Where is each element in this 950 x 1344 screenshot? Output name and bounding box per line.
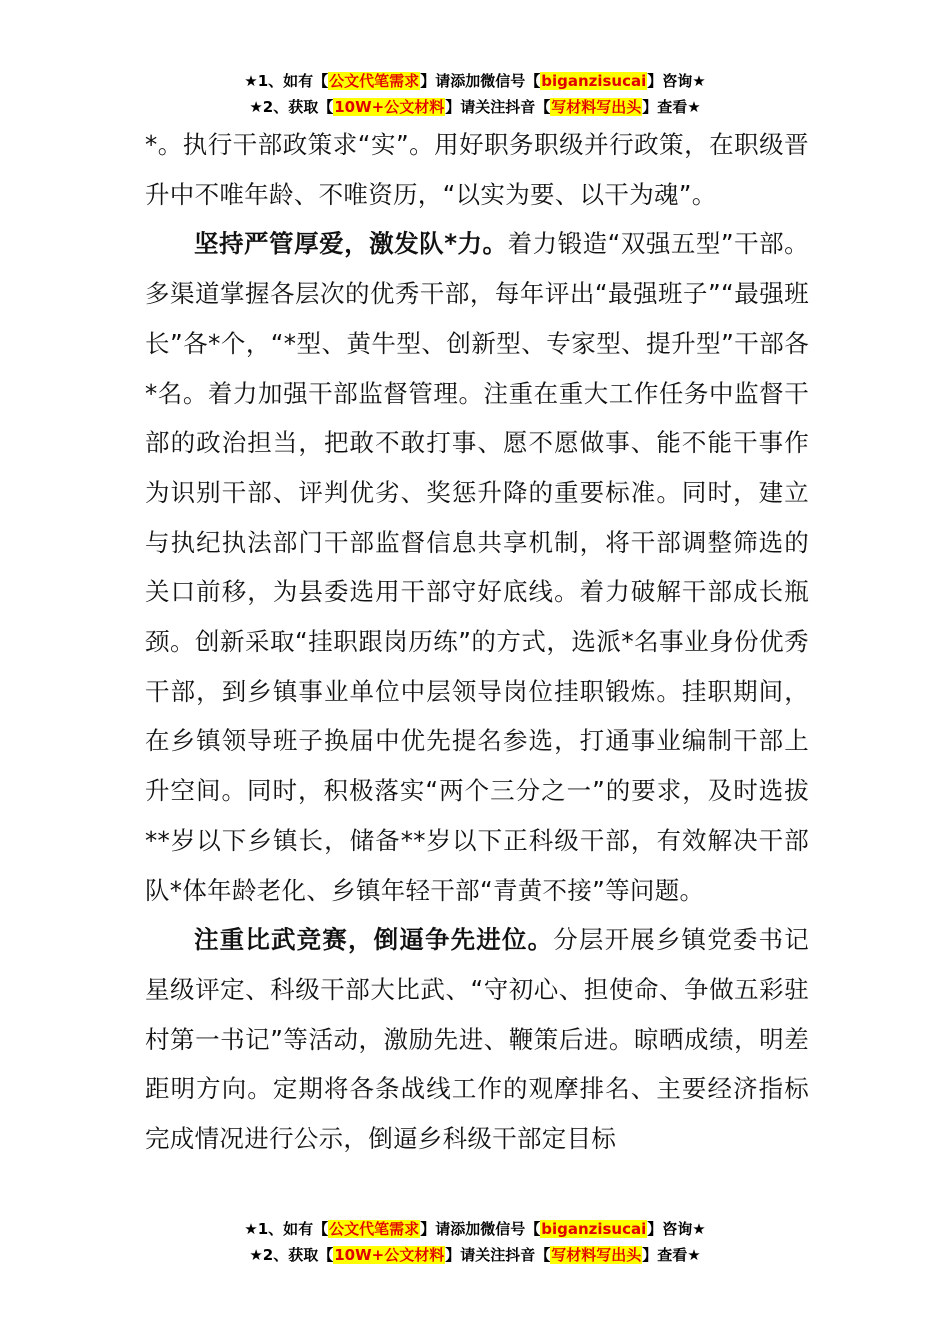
header-line-1-highlight-wechat: biganzisucai: [541, 72, 647, 90]
footer-line-1-middle: 】请添加微信号【: [420, 1220, 541, 1238]
footer-banner: [0, 1216, 950, 1268]
paragraph-2-lead: 坚持严管厚爱，激发队*力。: [194, 229, 508, 259]
paragraph-3-lead: 注重比武竞赛，倒逼争先进位。: [194, 925, 554, 955]
paragraph-1: *。执行干部政策求“实”。用好职务职级并行政策，在职级晋升中不唯年龄、不唯资历，“以实为要、以干为魂”。: [145, 130, 809, 209]
header-line-2: [0, 94, 950, 120]
footer-line-1-suffix: 】咨询★: [647, 1220, 706, 1238]
paragraph-2-text: 着力锻造“双强五型”干部。多渠道掌握各层次的优秀干部，每年评出“最强班子”“最强班长”各*个，“*型、黄牛型、创新型、专家型、提升型”干部各*名。着力加强干部监督管理。注重在重大工作任务中监督干部的政治担当，把敢不敢打事、愿不愿做事、能不能干事作为识别干部、评判优劣、奖惩升降的重要标准。同时，建立与执纪执法部门干部监督信息共享机制，将干部调整筛选的关口前移，为县委选用干部守好底线。着力破解干部成长瓶颈。创新采取“挂职跟岗历练”的方式，选派*名事业身份优秀干部，到乡镇事业单位中层领导岗位挂职锻炼。挂职期间，在乡镇领导班子换届中优先提名参选，打通事业编制干部上升空间。同时，积极落实“两个三分之一”的要求，及时选拔**岁以下乡镇长，储备**岁以下正科级干部，有效解决干部队*体年龄老化、乡镇年轻干部“青黄不接”等问题。: [145, 229, 809, 905]
header-line-2-suffix: 】查看★: [642, 98, 701, 116]
footer-line-1: [0, 1216, 950, 1242]
header-line-2-prefix: ★2、获取【: [249, 98, 334, 116]
footer-line-1-prefix: ★1、如有【: [244, 1220, 329, 1238]
header-banner: [0, 68, 950, 120]
paragraph-3-text: 分层开展乡镇党委书记星级评定、科级干部大比武、“守初心、担使命、争做五彩驻村第一书记”等活动，激励先进、鞭策后进。晾晒成绩，明差距明方向。定期将各条战线工作的观摩排名、主要经济指标完成情况进行公示，倒逼乡科级干部定目标: [145, 925, 809, 1154]
footer-line-2-suffix: 】查看★: [642, 1246, 701, 1264]
header-line-2-middle: 】请关注抖音【: [445, 98, 551, 116]
header-line-1-suffix: 】咨询★: [647, 72, 706, 90]
footer-line-2-prefix: ★2、获取【: [249, 1246, 334, 1264]
header-line-2-highlight-douyin: 写材料写出头: [551, 98, 642, 116]
header-line-1-highlight-service: 公文代笔需求: [329, 72, 420, 90]
footer-line-2-highlight-materials: 10W+公文材料: [334, 1246, 445, 1264]
header-line-1-prefix: ★1、如有【: [244, 72, 329, 90]
footer-line-2: [0, 1242, 950, 1268]
header-line-1-middle: 】请添加微信号【: [420, 72, 541, 90]
footer-line-1-highlight-wechat: biganzisucai: [541, 1220, 647, 1238]
paragraph-3: [145, 915, 809, 1164]
header-line-1: [0, 68, 950, 94]
document-body: [145, 120, 809, 1164]
header-line-2-highlight-materials: 10W+公文材料: [334, 98, 445, 116]
footer-line-2-middle: 】请关注抖音【: [445, 1246, 551, 1264]
footer-line-2-highlight-douyin: 写材料写出头: [551, 1246, 642, 1264]
paragraph-2: [145, 219, 809, 915]
footer-line-1-highlight-service: 公文代笔需求: [329, 1220, 420, 1238]
